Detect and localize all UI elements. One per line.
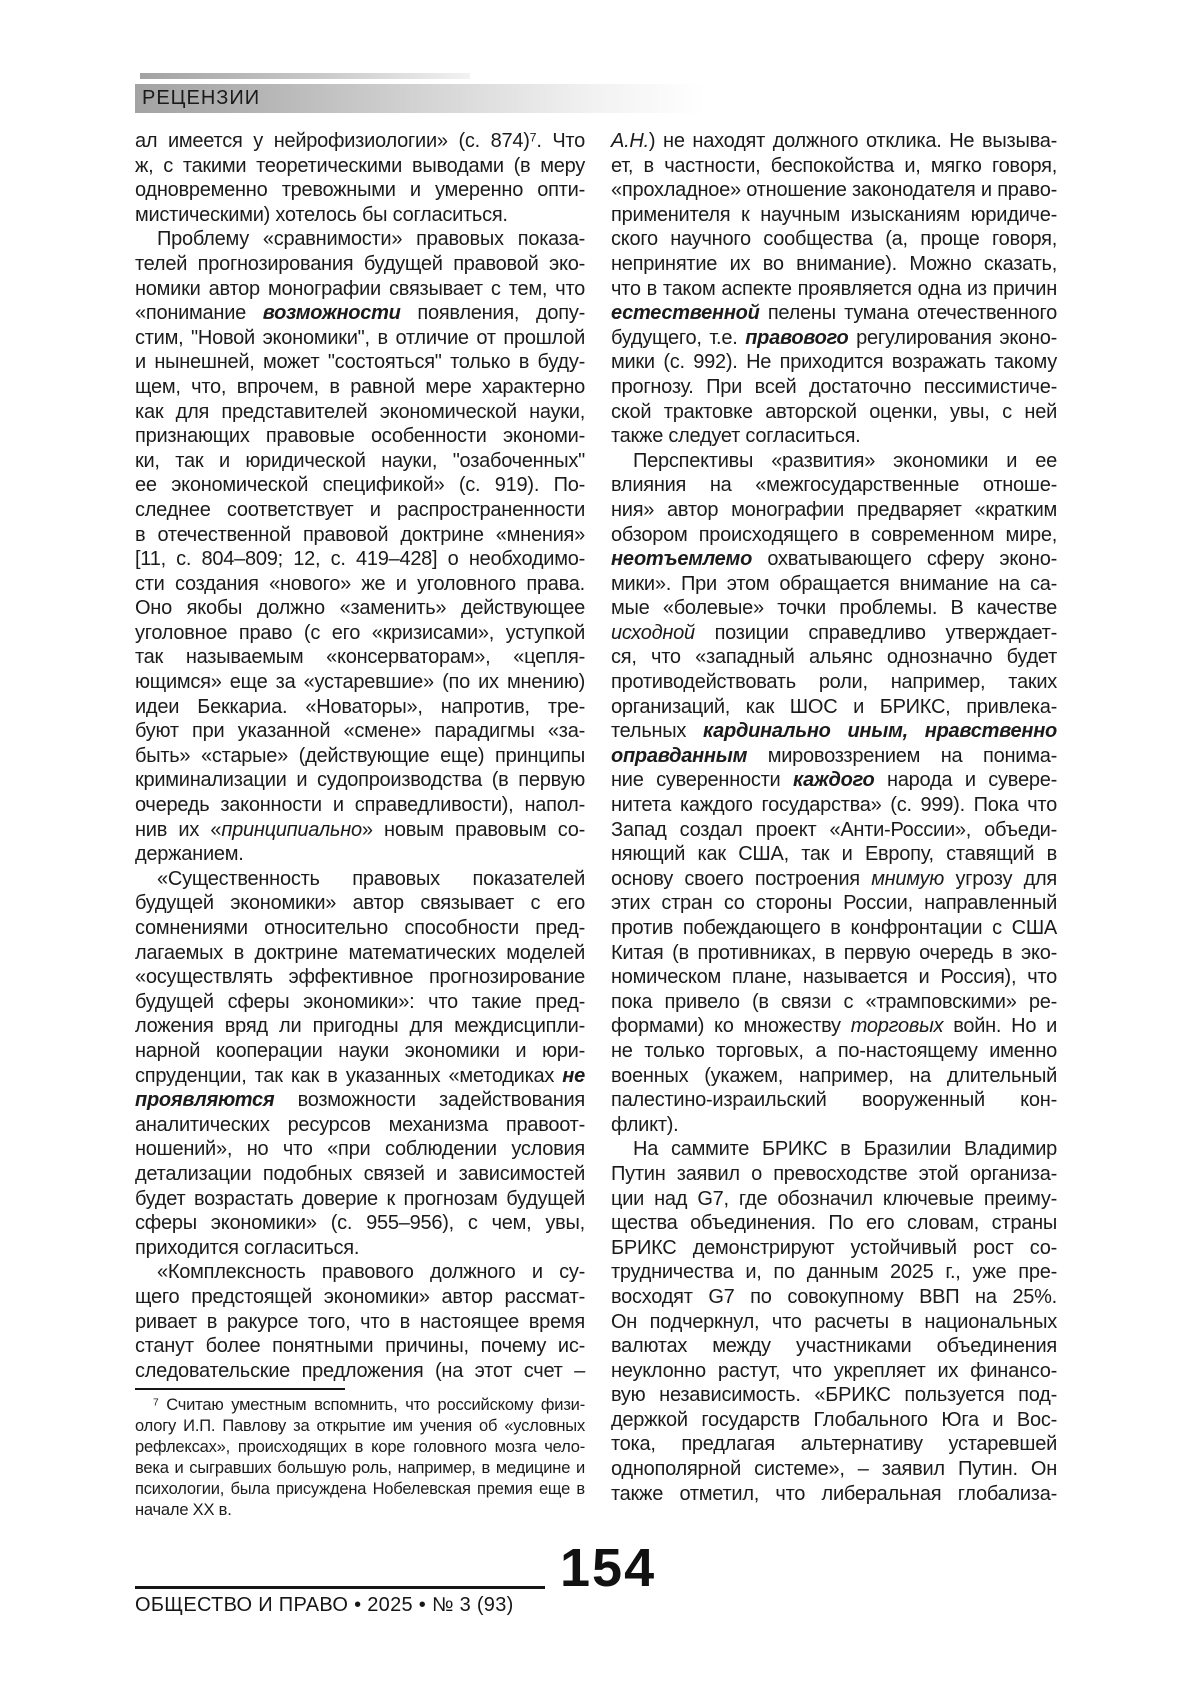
text-line: щего предстоящей экономики» автор рассмат- <box>135 1285 585 1308</box>
footer-rule <box>135 1586 545 1589</box>
text-line: ложения вряд ли пригодны для междисципли- <box>135 1015 585 1038</box>
text-line: мики (с. 992). Не приходится возражать такому <box>611 351 1057 374</box>
text-line: обзором происходящего в современном мире, <box>611 523 1057 546</box>
text-line: Путин заявил о превосходстве этой организа- <box>611 1162 1057 1185</box>
text-line: вую независимость. «БРИКС пользуется под- <box>611 1384 1057 1407</box>
text-line: буют при указанной «смене» парадигмы «за- <box>135 720 585 743</box>
text-line: ского научного сообщества (а, проще говоря, <box>611 228 1057 251</box>
text-line: «осуществлять эффективное прогнозирование <box>135 966 585 989</box>
text-line: не только торговых, а по-настоящему именно <box>611 1039 1057 1062</box>
text-line: фликт). <box>611 1113 679 1136</box>
text-line: века и сыгравших большую роль, например, в медицине и <box>135 1459 585 1478</box>
text-line: будущей экономики» автор связывает с его <box>135 892 585 915</box>
text-line: лагаемых в доктрине математических моделей <box>135 941 585 964</box>
right-column <box>611 129 1057 1521</box>
text-line: БРИКС демонстрируют устойчивый рост со- <box>611 1236 1057 1259</box>
text-line: начале XX в. <box>135 1501 232 1520</box>
text-line: тока, предлагая альтернативу устаревшей <box>611 1433 1057 1456</box>
text-line: что в таком аспекте проявляется одна из причин <box>611 277 1057 300</box>
text-line: ривает в ракурсе того, что в настоящее время <box>135 1310 585 1333</box>
text-line: как для представителей экономической науки, <box>135 400 585 423</box>
text-line: применителя к научным изысканиям юридиче- <box>611 203 1057 226</box>
text-line: Проблему «сравнимости» правовых показа- <box>157 228 585 251</box>
text-line: будущей сферы экономики»: что такие пред- <box>135 990 585 1013</box>
text-line: в отечественной правовой доктрине «мнения» <box>135 523 585 546</box>
text-line: уголовное право (с его «кризисами», уступкой <box>135 621 585 644</box>
text-line: нив их «принципиально» новым правовым со- <box>135 818 585 841</box>
text-line: проявляются возможности задействования <box>135 1089 585 1112</box>
text-line: организаций, как ШОС и БРИКС, привлека- <box>611 695 1057 718</box>
text-line: А.Н.) не находят должного отклика. Не вызыва- <box>611 130 1057 152</box>
text-line: ния» автор монографии предваряет «кратким <box>611 498 1057 521</box>
text-line: сти создания «нового» же и уголовного права. <box>135 572 585 595</box>
text-line: номики автор монографии связывает с тем, что <box>135 277 585 300</box>
left-column-text <box>135 129 585 1383</box>
text-line: палестино-израильский вооруженный кон- <box>611 1089 1057 1112</box>
text-line: оправданным мировоззрением на понима- <box>611 744 1057 767</box>
text-line: «прохладное» отношение законодателя и право- <box>611 179 1057 202</box>
page-content <box>135 84 1057 1521</box>
text-line: естественной пелены тумана отечественного <box>611 302 1057 325</box>
text-line: [11, с. 804–809; 12, с. 419–428] о необходимо- <box>135 548 585 571</box>
footnote <box>135 1388 585 1521</box>
text-line: рефлексах», происходящих в коре головного мозга чело- <box>135 1438 585 1457</box>
text-line: На саммите БРИКС в Бразилии Владимир <box>633 1138 1057 1161</box>
text-line: ки, так и юридической науки, "озабоченных" <box>135 449 585 472</box>
text-line: Оно якобы должно «заменить» действующее <box>135 597 585 620</box>
section-title: РЕЦЕНЗИИ <box>142 87 261 109</box>
text-line: основу своего построения мнимую угрозу для <box>611 867 1057 890</box>
text-line: «понимание возможности появления, допу- <box>135 302 585 325</box>
text-line: ее экономической спецификой» (с. 919). По- <box>135 474 585 497</box>
two-column-text <box>135 129 1057 1521</box>
text-line: криминализации и судопроизводства (в первую <box>135 769 585 792</box>
text-line: формами) ко множеству торговых войн. Но и <box>611 1015 1057 1038</box>
text-line: одновременно тревожными и умеренно опти- <box>135 179 585 202</box>
text-line: ж, с такими теоретическими выводами (в меру <box>135 154 585 177</box>
text-line: влияния на «межгосударственные отноше- <box>611 474 1057 497</box>
text-line: ологу И.П. Павлову за открытие им учения об «условных <box>135 1417 585 1436</box>
text-line: держкой государств Глобального Юга и Вос- <box>611 1408 1057 1431</box>
text-line: трудничества и, по данным 2025 г., уже пре- <box>611 1261 1057 1284</box>
text-line: Запад создал проект «Анти-России», объеди- <box>611 818 1057 841</box>
text-line: неотъемлемо охватывающего сферу эконо- <box>611 548 1057 571</box>
text-line: сомнениями относительно способности пред- <box>135 917 585 939</box>
text-line: «Комплексность правового должного и су- <box>157 1261 585 1284</box>
text-line: мые «болевые» точки проблемы. В качестве <box>611 597 1057 620</box>
text-line: щества объединения. По его словам, страны <box>611 1212 1057 1235</box>
left-column <box>135 129 585 1521</box>
text-line: психологии, была присуждена Нобелевская премия еще в <box>135 1480 585 1499</box>
text-line: детализации подобных связей и зависимостей <box>135 1162 585 1185</box>
text-line: мистическими) хотелось бы согласиться. <box>135 203 508 226</box>
footnote-text <box>135 1395 585 1521</box>
text-line: ции над G7, где обозначил ключевые преиму- <box>611 1187 1057 1210</box>
text-line: ет, в частности, беспокойства и, мягко говоря, <box>611 154 1057 177</box>
text-line: мики». При этом обращается внимание на са- <box>611 572 1057 595</box>
text-line: ношений», но что «при соблюдении условия <box>135 1138 585 1161</box>
text-line: няющий как США, так и Европу, ставящий в <box>611 843 1057 866</box>
text-line: и нынешней, может "состояться" только в буду- <box>135 351 585 374</box>
text-line: спруденции, так как в указанных «методиках не <box>135 1064 585 1087</box>
text-line: щем, что, впрочем, в равной мере характерно <box>135 375 585 398</box>
text-line: $^7$ Считаю уместным вспомнить, что российскому физи- <box>153 1396 585 1415</box>
text-line: держанием. <box>135 843 244 866</box>
text-line: нарной кооперации науки экономики и юри- <box>135 1039 585 1062</box>
text-line: «Существенность правовых показателей <box>157 867 585 890</box>
text-line: ской трактовке авторской оценки, увы, с ней <box>611 400 1057 423</box>
right-column-text <box>611 129 1057 1506</box>
text-line: прогнозу. При всей достаточно пессимистиче- <box>611 375 1057 398</box>
text-line: так называемым «консерваторам», «цепля- <box>135 646 585 669</box>
text-line: этих стран со стороны России, направленный <box>611 892 1057 915</box>
text-line: противодействовать роли, например, таких <box>611 671 1057 694</box>
page-number: 154 <box>560 1538 657 1598</box>
text-line: следнее соответствует и распространенности <box>135 498 585 521</box>
text-line: исходной позиции справедливо утверждает- <box>611 621 1057 644</box>
text-line: телей прогнозирования будущей правовой эко- <box>135 252 585 275</box>
text-line: ал имеется у нейрофизиологии» (с. 874)$^7$. Что <box>135 130 585 152</box>
text-line: будущего, т.е. правового регулирования эконо- <box>611 326 1057 349</box>
text-line: номическом плане, называется и Россия), что <box>611 966 1057 989</box>
text-line: против побеждающего в конфронтации с США <box>611 917 1057 939</box>
text-line: неуклонно растут, что укрепляет их финансо- <box>611 1359 1057 1382</box>
text-line: станут более понятными причины, почему ис- <box>135 1335 585 1358</box>
text-line: идеи Беккариа. «Новаторы», напротив, тре- <box>135 695 585 718</box>
text-line: ся, что «западный альянс однозначно будет <box>611 646 1057 669</box>
text-line: Он подчеркнул, что расчеты в национальных <box>611 1310 1057 1333</box>
text-line: нитета каждого государства» (с. 999). Пока что <box>611 794 1057 817</box>
text-line: признающих правовые особенности экономи- <box>135 425 585 448</box>
text-line: приходится согласиться. <box>135 1236 360 1259</box>
text-line: также отметил, что либеральная глобализа- <box>611 1482 1057 1505</box>
text-line: очередь законности и справедливости), напол- <box>135 794 585 817</box>
text-line: сферы экономики» (с. 955–956), с чем, увы, <box>135 1212 585 1235</box>
text-line: аналитических ресурсов механизма правоот- <box>135 1113 585 1136</box>
text-line: стим, "Новой экономики", в отличие от прошлой <box>135 326 585 349</box>
text-line: будет возрастать доверие к прогнозам будущей <box>135 1187 585 1210</box>
text-line: однополярной системе», – заявил Путин. Он <box>611 1458 1057 1481</box>
text-line: военных (укажем, например, на длительный <box>611 1064 1057 1087</box>
scan-artifact <box>140 73 470 79</box>
footnote-divider <box>135 1388 345 1390</box>
text-line: ние суверенности каждого народа и сувере- <box>611 769 1057 792</box>
section-header <box>135 84 1057 113</box>
text-line: непринятие их во внимание). Можно сказать, <box>611 252 1057 275</box>
text-line: пока привело (в связи с «трамповскими» ре- <box>611 990 1057 1013</box>
text-line: тельных кардинально иным, нравственно <box>611 720 1057 743</box>
text-line: Китая (в противниках, в первую очередь в эко- <box>611 941 1057 964</box>
text-line: ющимся» еще за «устаревшие» (по их мнению) <box>135 671 585 694</box>
text-line: Перспективы «развития» экономики и ее <box>633 449 1057 472</box>
text-line: быть» «старые» (действующие еще) принципы <box>135 744 585 767</box>
text-line: также следует согласиться. <box>611 425 861 448</box>
text-line: восходят G7 по совокупному ВВП на 25%. <box>611 1285 1057 1308</box>
footer-journal-info: ОБЩЕСТВО И ПРАВО • 2025 • № 3 (93) <box>135 1594 514 1616</box>
text-line: валютах между участниками объединения <box>611 1335 1057 1358</box>
text-line: следовательские предложения (на этот счет – <box>135 1359 585 1382</box>
